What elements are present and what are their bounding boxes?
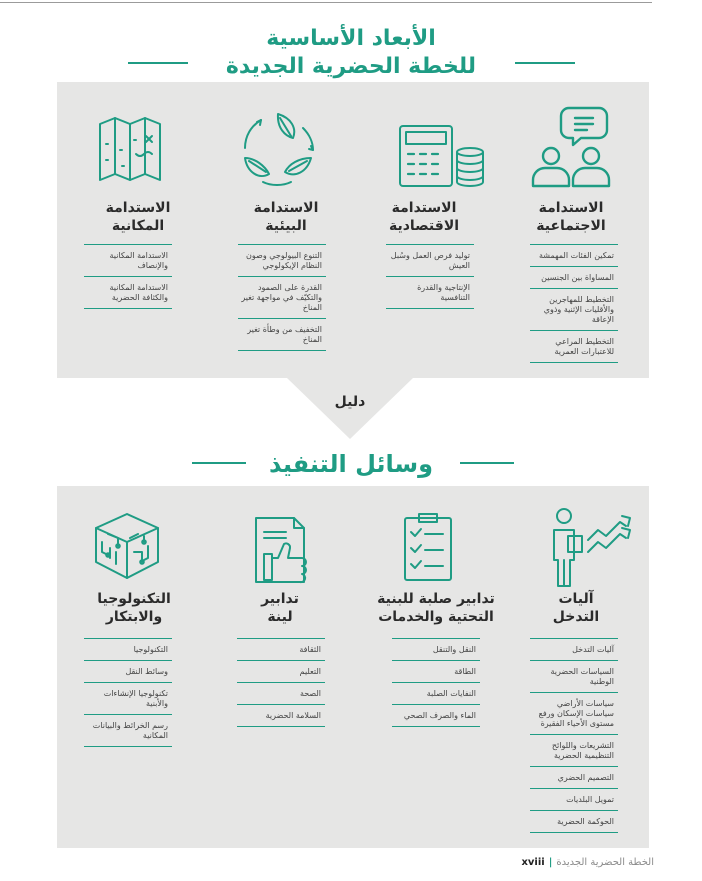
spatial-title-line1: الاستدامة [105,200,171,216]
list-item: الماء والصرف الصحي [392,705,480,727]
list-item: النفايات الصلبة [392,683,480,705]
intervention-title-line2: التدخل [552,609,600,625]
list-item: السياسات الحضرية الوطنية [530,661,618,693]
means-deco-right [460,462,514,464]
list-item: التعليم [237,661,325,683]
intervention-title-line1: آليات [558,591,594,607]
soft-measures-title-line2: لينة [267,609,293,625]
spatial-title-line2: المكانية [111,218,165,234]
social-list [530,244,618,363]
social-title [517,199,625,235]
heading-line1: الأبعاد الأساسية [266,26,436,51]
footer [521,857,654,868]
soft-measures-title [226,590,334,626]
means-deco-left [192,462,246,464]
list-item: توليد فرص العمل وسُبل العيش [386,244,474,277]
environmental-title-line2: البيئية [265,218,307,234]
means-title: وسائل التنفيذ [268,450,434,478]
footer-doc-title: الخطة الحضرية الجديدة [556,857,654,868]
social-title-line2: الاجتماعية [536,218,606,234]
economic-title-line1: الاستدامة [391,200,457,216]
list-item: التصميم الحضري [530,767,618,789]
list-item: التنوع البيولوجي وصون النظام الإيكولوجي [238,244,326,277]
list-item: التخطيط المراعي للاعتبارات العمرية [530,331,618,363]
list-item: رسم الخرائط والبيانات المكانية [84,715,172,747]
hard-infrastructure-title [374,590,498,626]
heading-deco-left [128,62,188,64]
list-item: التكنولوجيا [84,638,172,661]
economic-title-line2: الاقتصادية [388,218,460,234]
intervention-title [522,590,630,626]
spatial-title [84,199,192,235]
list-item: الثقافة [237,638,325,661]
list-item: التشريعات واللوائح التنظيمية الحضرية [530,735,618,767]
heading-deco-right [515,62,575,64]
document-thumbs-up-icon [238,508,328,584]
list-item: الاستدامة المكانية والإنصاف [84,244,172,277]
list-item: الإنتاجية والقدرة التنافسية [386,277,474,309]
economic-list [386,244,474,309]
environmental-title-line1: الاستدامة [253,200,319,216]
soft-measures-list [237,638,325,727]
list-item: الحوكمة الحضرية [530,811,618,833]
clipboard-checklist-icon [385,508,475,584]
list-item: المساواة بين الجنسين [530,267,618,289]
list-item: النقل والتنقل [392,638,480,661]
list-item: التخطيط للمهاجرين والأقليات الإثنية وذوي الإعاقة [530,289,618,331]
technology-title-line1: التكنولوجيا [97,591,171,607]
list-item: السلامة الحضرية [237,705,325,727]
hard-infrastructure-list [392,638,480,727]
list-item: وسائط النقل [84,661,172,683]
social-title-line1: الاستدامة [538,200,604,216]
footer-separator: | [548,857,553,868]
page-number: xviii [521,857,545,868]
list-item: القدرة على الصمود والتكيّف في مواجهة تغير المناخ [238,277,326,319]
list-item: الاستدامة المكانية والكثافة الحضرية [84,277,172,309]
folded-map-icon [84,110,174,186]
top-rule [0,2,652,3]
list-item: آليات التدخل [530,638,618,661]
list-item: تمويل البلديات [530,789,618,811]
list-item: تكنولوجيا الإنشاءات والأبنية [84,683,172,715]
hard-infrastructure-title-line2: التحتية والخدمات [378,609,494,625]
technology-list [84,638,172,747]
list-item: سياسات الأراضي سياسات الإسكان ورفع مستوى الأحياء الفقيرة [530,693,618,735]
circuit-cube-icon [82,508,172,584]
presenter-chart-icon [538,504,638,580]
list-item: الصحة [237,683,325,705]
calculator-coins-icon [390,112,480,188]
technology-title-line2: والابتكار [105,609,163,625]
guide-label: دليل [334,394,366,410]
environmental-list [238,244,326,351]
economic-title [370,199,478,235]
technology-title [80,590,188,626]
hard-infrastructure-title-line1: تدابير صلبة للبنية [377,591,495,607]
soft-measures-title-line1: تدابير [261,591,299,607]
spatial-list [84,244,172,309]
list-item: الطاقة [392,661,480,683]
list-item: تمكين الفئات المهمشة [530,244,618,267]
leaf-cycle-icon [233,108,323,184]
list-item: التخفيف من وطأة تغير المناخ [238,319,326,351]
environmental-title [232,199,340,235]
intervention-list [530,638,618,833]
speech-bubble-people-icon [525,104,615,180]
heading-line2: للخطة الحضرية الجديدة [225,54,477,79]
